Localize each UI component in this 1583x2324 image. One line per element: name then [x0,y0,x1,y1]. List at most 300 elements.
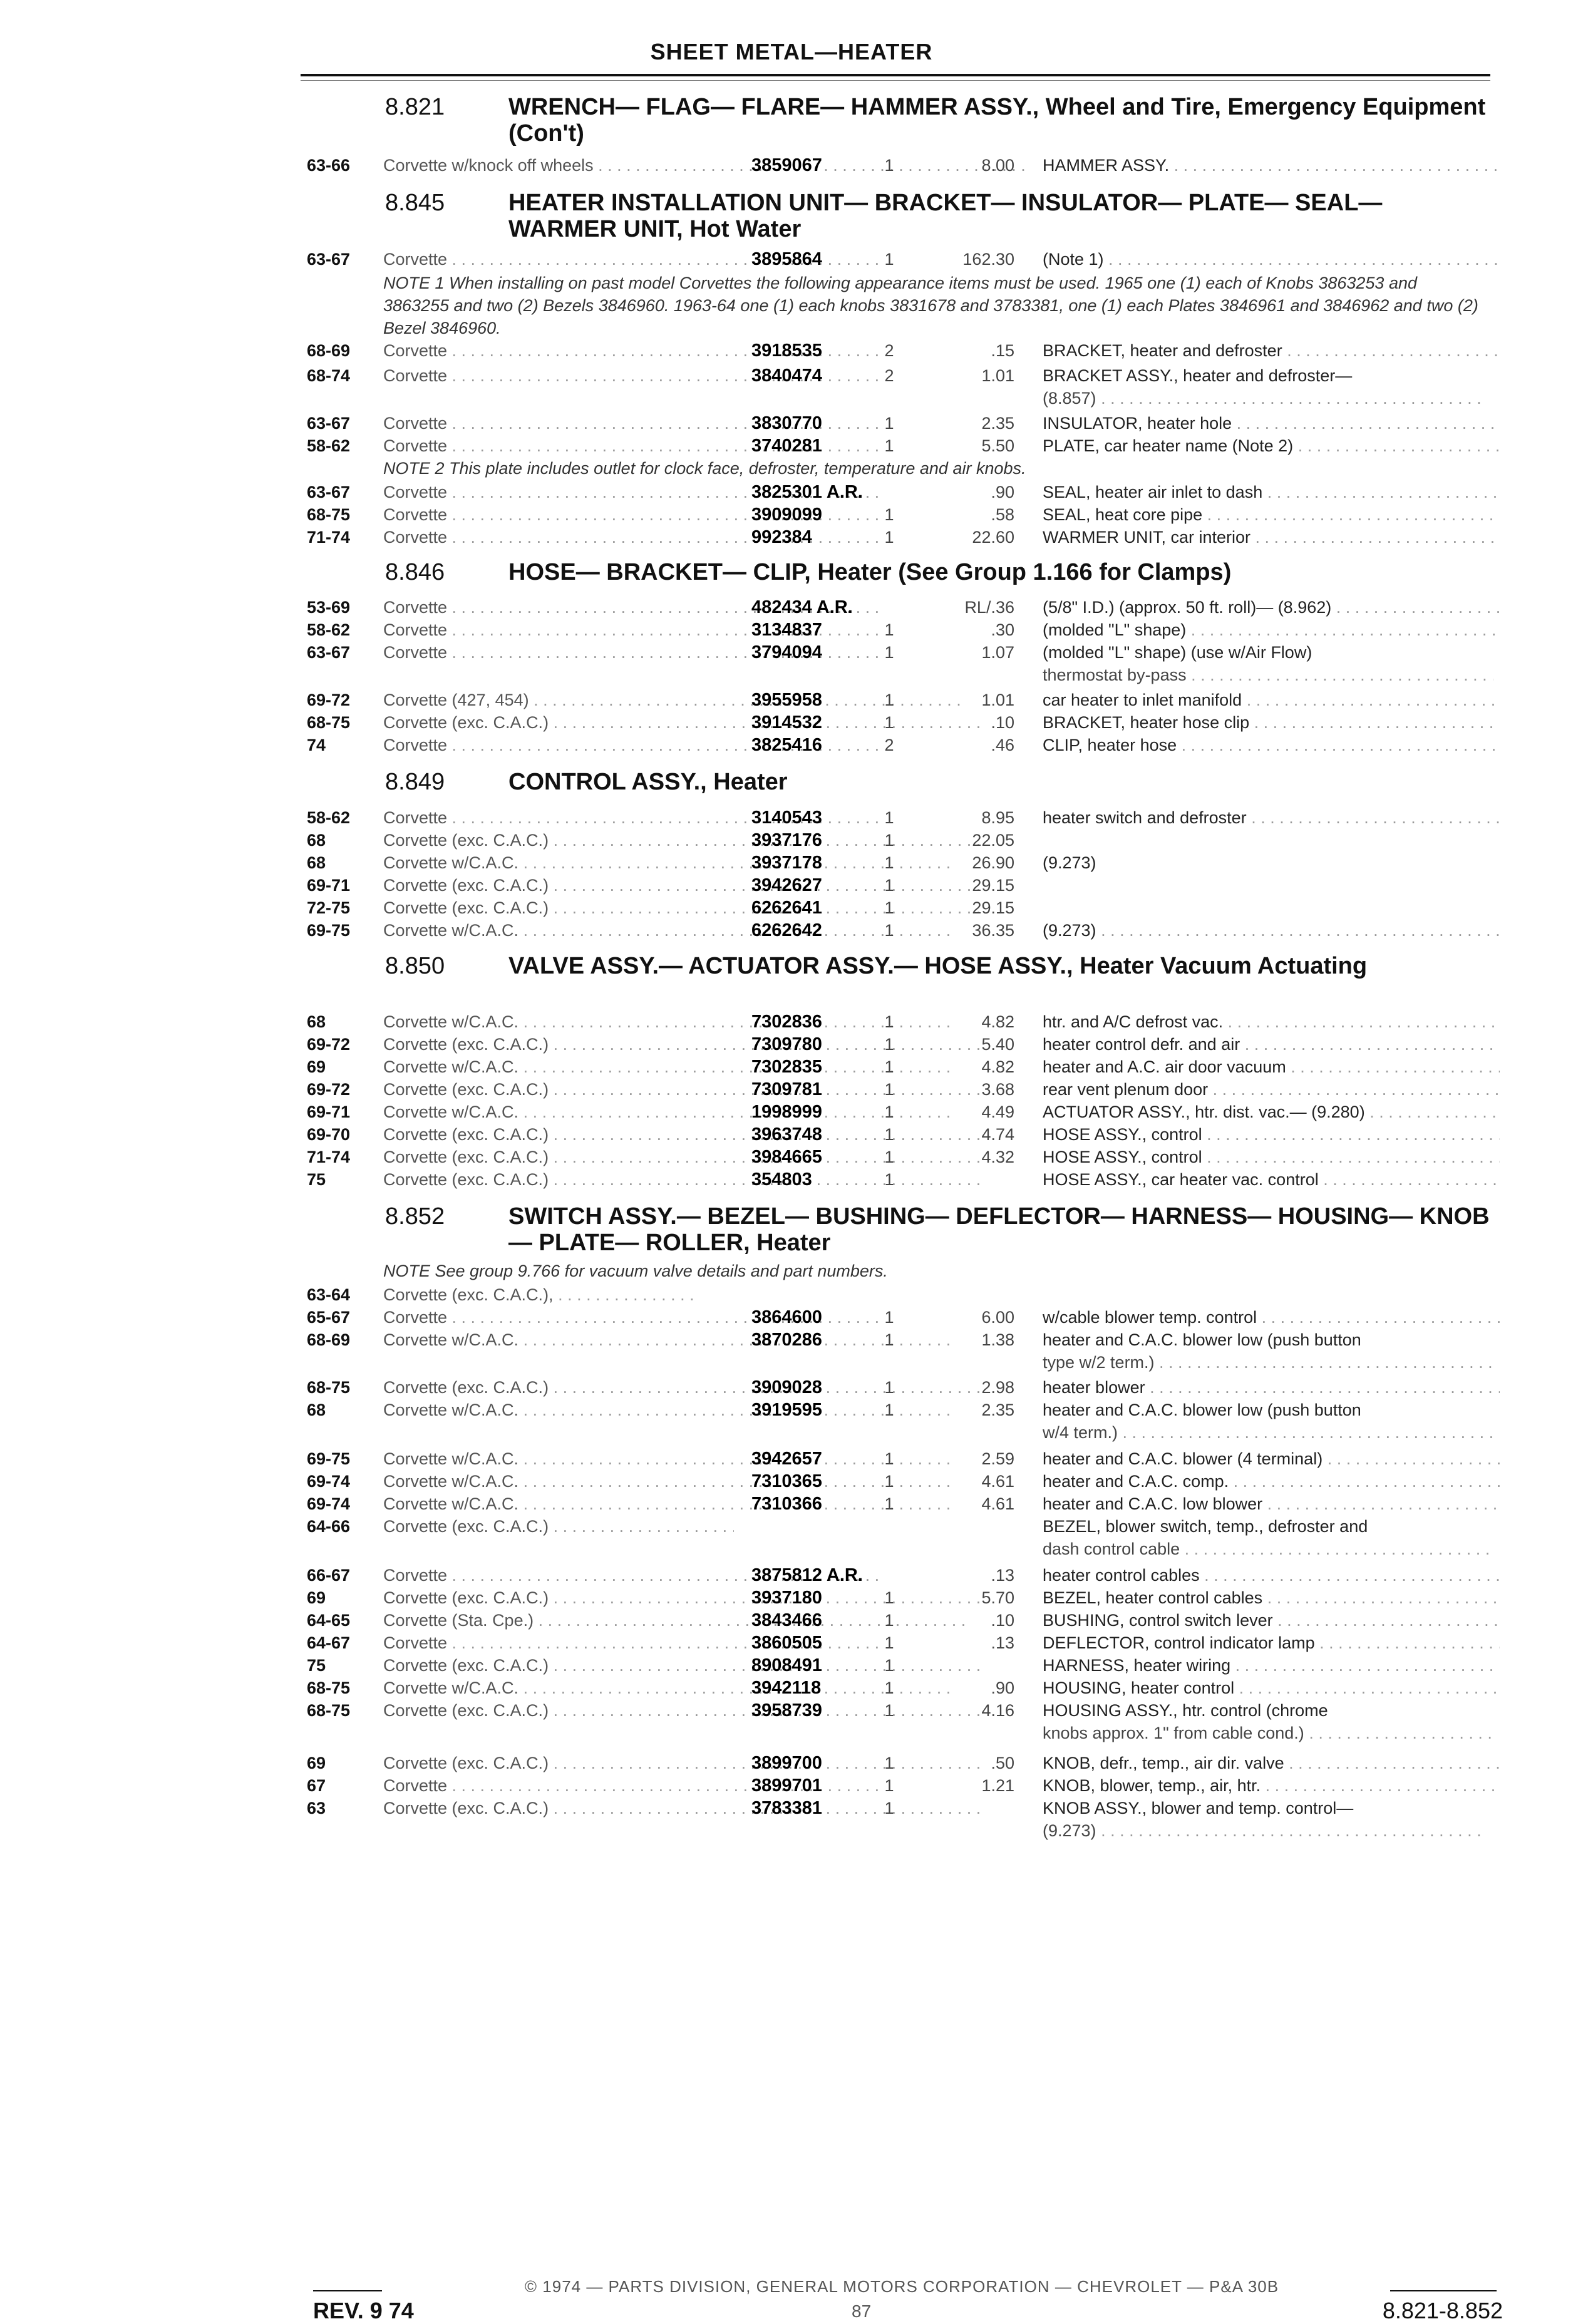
application: Corvette (exc. C.A.C.) . . . [383,895,1041,920]
part-number: 6262642 [751,920,822,940]
revision-label: REV. 9 74 [313,2298,414,2323]
quantity: 1 [884,853,894,872]
parts-row [301,1491,1503,1516]
description: heater and C.A.C. blower (4 terminal) . . . [1043,1446,1500,1471]
application: Corvette (427, 454) . . . [383,687,1041,712]
price: .90 [991,483,1014,501]
part-number: 3958739 [751,1700,822,1720]
description: heater control defr. and air . . . [1043,1032,1500,1057]
description: KNOB, defr., temp., air dir. valve . . . [1043,1751,1500,1776]
application: Corvette w/C.A.C. . . . [383,850,1041,875]
application: Corvette . . . [383,502,1041,527]
application: Corvette . . . [383,338,1041,363]
parts-row [301,617,1503,642]
quantity: 2 [884,366,894,385]
application: Corvette (exc. C.A.C.) . . . [383,1796,1041,1821]
parts-row [301,363,1503,388]
application: Corvette . . . [383,1563,1041,1588]
description: (9.273) [1043,853,1096,872]
group-range: 8.821-8.852 [1382,2298,1503,2323]
quantity: 1 [884,1701,894,1720]
application: Corvette w/C.A.C. . . . [383,1054,1041,1079]
application: Corvette . . . [383,1630,1041,1655]
price: 4.32 [981,1148,1014,1166]
footer-copyright: © 1974 — PARTS DIVISION, GENERAL MOTORS CORPORATION — CHEVROLET — P&A 30B [524,2277,1279,2296]
part-number: 3899701 [751,1776,822,1796]
part-number: 7302836 [751,1012,822,1032]
quantity: 1 [884,1679,894,1697]
model-years: 69-74 [307,1494,351,1513]
description: car heater to inlet manifold . . . [1043,687,1500,712]
price: 2.35 [981,414,1014,433]
part-number: 3937178 [751,853,822,873]
model-years: 71-74 [307,1148,351,1166]
parts-row [301,338,1503,363]
parts-row [301,1675,1503,1700]
price: 5.70 [981,1588,1014,1607]
quantity: 1 [884,1103,894,1121]
application: Corvette . . . [383,433,1041,458]
model-years: 69 [307,1588,326,1607]
application: Corvette . . . [383,595,1041,620]
application: Corvette (exc. C.A.C.) . . . [383,1698,1041,1723]
part-number: 3825416 [751,735,822,755]
part-number: 6262641 [751,898,822,918]
parts-row [301,480,1503,505]
quantity: 1 [884,921,894,940]
price: .50 [991,1754,1014,1772]
application: Corvette . . . [383,1773,1041,1798]
quantity: 2 [884,736,894,754]
parts-row [301,687,1503,712]
quantity: 1 [884,1633,894,1652]
price: .90 [991,1679,1014,1697]
description: BRACKET, heater and defroster . . . [1043,338,1500,363]
application: Corvette . . . [383,525,1041,550]
quantity: 1 [884,1754,894,1772]
model-years: 69 [307,1754,326,1772]
model-years: 74 [307,736,326,754]
quantity: 1 [884,1776,894,1795]
parts-row [301,411,1503,436]
part-number: 3840474 [751,366,822,386]
model-years: 68-75 [307,1701,351,1720]
price: 8.00 [981,156,1014,175]
model-years: 71-74 [307,528,351,547]
description: (Note 1) . . . [1043,247,1500,272]
section-number: 8.846 [385,559,445,585]
part-number: 3875812 A.R. [751,1565,863,1585]
model-years: 69-75 [307,1449,351,1468]
quantity: 1 [884,876,894,895]
application: Corvette w/C.A.C. . . . [383,1397,1041,1422]
application: Corvette (exc. C.A.C.) . . . [383,1144,1041,1170]
application: Corvette . . . [383,733,1041,758]
price: 6.00 [981,1308,1014,1327]
section-title: HEATER INSTALLATION UNIT— BRACKET— INSULATOR— PLATE— SEAL— WARMER UNIT, Hot Water [508,190,1383,242]
quantity: 1 [884,528,894,547]
application: Corvette (exc. C.A.C.) . . . [383,1122,1041,1147]
application: Corvette (exc. C.A.C.) . . . [383,1167,1041,1192]
model-years: 68-69 [307,1330,351,1349]
application: Corvette (exc. C.A.C.) . . . [383,828,1041,853]
parts-row [301,1773,1503,1798]
parts-row [301,525,1503,550]
price: 1.38 [981,1330,1014,1349]
parts-row [301,1563,1503,1588]
application: Corvette w/C.A.C. . . . [383,1009,1041,1034]
section-title: CONTROL ASSY., Heater [508,769,788,795]
quantity: 2 [884,341,894,360]
parts-row [301,805,1503,830]
quantity: 1 [884,1125,894,1144]
section-number: 8.852 [385,1203,445,1230]
quantity: 1 [884,156,894,175]
application: Corvette w/C.A.C. . . . [383,1327,1041,1352]
model-years: 65-67 [307,1308,351,1327]
description-continuation: w/4 term.) . . . [1043,1420,1493,1445]
model-years: 63-67 [307,250,351,269]
part-number: 1998999 [751,1102,822,1122]
quantity: 1 [884,1308,894,1327]
quantity: 1 [884,1449,894,1468]
description: (9.273) . . . [1043,918,1500,943]
price: 1.01 [981,366,1014,385]
parts-row [301,918,1503,943]
description: BEZEL, blower switch, temp., defroster and [1043,1517,1368,1536]
description: HOUSING ASSY., htr. control (chrome [1043,1701,1328,1720]
parts-row [301,828,1503,853]
model-years: 69-70 [307,1125,351,1144]
description: heater switch and defroster . . . [1043,805,1500,830]
part-number: 3963748 [751,1124,822,1144]
parts-row [301,1077,1503,1102]
application: Corvette w/knock off wheels . . . [383,153,1041,178]
quantity: 1 [884,436,894,455]
quantity: 1 [884,643,894,662]
parts-row [301,1796,1503,1821]
part-number: 8908491 [751,1655,822,1675]
application: Corvette (exc. C.A.C.) . . . [383,1653,1041,1678]
part-number: 7310366 [751,1494,822,1514]
price: 1.01 [981,691,1014,709]
application: Corvette (exc. C.A.C.) . . . [383,710,1041,735]
parts-row [301,1054,1503,1079]
model-years: 68 [307,1012,326,1031]
model-years: 58-62 [307,436,351,455]
part-number: 3140543 [751,808,822,828]
price: 162.30 [962,250,1014,269]
section-number: 8.850 [385,953,445,979]
application: Corvette w/C.A.C. . . . [383,1491,1041,1516]
part-number: 3859067 [751,155,822,175]
application: Corvette (exc. C.A.C.) . . . [383,1077,1041,1102]
application: Corvette . . . [383,480,1041,505]
section-number: 8.821 [385,94,445,120]
quantity: 1 [884,620,894,639]
parts-row [301,1608,1503,1633]
description: heater control cables . . . [1043,1563,1500,1588]
description: rear vent plenum door . . . [1043,1077,1500,1102]
parts-row [301,1585,1503,1610]
parts-row [301,1327,1503,1352]
description: heater and C.A.C. comp. . . . [1043,1469,1500,1494]
description: BEZEL, heater control cables . . . [1043,1585,1500,1610]
parts-row [301,873,1503,898]
application: Corvette . . . [383,411,1041,436]
price: 4.61 [981,1472,1014,1491]
price: 2.98 [981,1378,1014,1397]
part-number: 3955958 [751,690,822,710]
parts-row [301,1167,1503,1192]
part-number: 3870286 [751,1330,822,1350]
part-number: 3909028 [751,1377,822,1397]
model-years: 68-69 [307,341,351,360]
price: 1.07 [981,643,1014,662]
parts-row [301,733,1503,758]
part-number: 3918535 [751,341,822,361]
part-number: 3914532 [751,712,822,733]
description: HOSE ASSY., control . . . [1043,1122,1500,1147]
quantity: 1 [884,1330,894,1349]
description: (molded "L" shape) (use w/Air Flow) [1043,643,1312,662]
application: Corvette . . . [383,805,1041,830]
application: Corvette (exc. C.A.C.) . . . [383,1585,1041,1610]
quantity: 1 [884,1656,894,1675]
quantity: 1 [884,1080,894,1099]
part-number: 3937176 [751,830,822,850]
price: .58 [991,505,1014,524]
part-number: 482434 A.R. [751,597,853,617]
parts-row [301,1469,1503,1494]
application: Corvette (exc. C.A.C.) . . . [383,1751,1041,1776]
part-number: 7302835 [751,1057,822,1077]
parts-row [301,502,1503,527]
model-years: 66-67 [307,1566,351,1585]
price: 5.50 [981,436,1014,455]
parts-row [301,1397,1503,1422]
model-years: 68 [307,853,326,872]
price: 4.49 [981,1103,1014,1121]
description-continuation: (8.857) . . . [1043,386,1493,411]
parts-row [301,153,1503,178]
parts-row [301,850,1503,875]
application: Corvette (exc. C.A.C.), . . . [383,1282,696,1307]
section-title: HOSE— BRACKET— CLIP, Heater (See Group 1.166 for Clamps) [508,559,1232,585]
price: .13 [991,1633,1014,1652]
application: Corvette (exc. C.A.C.) . . . [383,1514,734,1539]
quantity: 1 [884,1588,894,1607]
model-years: 68-74 [307,366,351,385]
model-years: 69-72 [307,1080,351,1099]
model-years: 69-71 [307,876,351,895]
description: heater and A.C. air door vacuum . . . [1043,1054,1500,1079]
description: KNOB, blower, temp., air, htr. . . . [1043,1773,1500,1798]
description: INSULATOR, heater hole . . . [1043,411,1500,436]
note-2: NOTE 2 This plate includes outlet for clock face, defroster, temperature and air knobs. [383,459,1026,478]
quantity: 1 [884,1494,894,1513]
description: BRACKET, heater hose clip . . . [1043,710,1500,735]
description: w/cable blower temp. control . . . [1043,1305,1500,1330]
part-number: 3134837 [751,620,822,640]
model-years: 68 [307,831,326,850]
description: HARNESS, heater wiring . . . [1043,1653,1500,1678]
quantity: 1 [884,1170,894,1189]
description: WARMER UNIT, car interior . . . [1043,525,1500,550]
model-years: 63 [307,1799,326,1818]
description: (5/8" I.D.) (approx. 50 ft. roll)— (8.962) . . . [1043,595,1500,620]
quantity: 1 [884,1378,894,1397]
part-number: 3984665 [751,1147,822,1167]
application: Corvette (Sta. Cpe.) . . . [383,1608,1041,1633]
application: Corvette (exc. C.A.C.) . . . [383,1375,1041,1400]
parts-row [301,1751,1503,1776]
parts-row [301,595,1503,620]
part-number: 3794094 [751,642,822,662]
model-years: 63-64 [307,1285,351,1304]
part-number: 3843466 [751,1610,822,1630]
application: Corvette . . . [383,247,1041,272]
model-years: 68-75 [307,1378,351,1397]
price: 4.74 [981,1125,1014,1144]
model-years: 63-67 [307,643,351,662]
description-continuation: knobs approx. 1" from cable cond.) . . . [1043,1720,1493,1746]
model-years: 68-75 [307,1679,351,1697]
price: 3.68 [981,1080,1014,1099]
application: Corvette (exc. C.A.C.) . . . [383,1032,1041,1057]
quantity: 1 [884,1057,894,1076]
quantity: 1 [884,250,894,269]
description: CLIP, heater hose . . . [1043,733,1500,758]
description: SEAL, heat core pipe . . . [1043,502,1500,527]
model-years: 64-67 [307,1633,351,1652]
model-years: 63-67 [307,483,351,501]
description: HOSE ASSY., control . . . [1043,1144,1500,1170]
part-number: 3942118 [751,1678,822,1698]
description-continuation: type w/2 term.) . . . [1043,1350,1493,1375]
footer-rule-right [1390,2290,1497,2291]
page-title: SHEET METAL—HEATER [650,39,933,64]
model-years: 68-75 [307,713,351,732]
price: .15 [991,341,1014,360]
description: ACTUATOR ASSY., htr. dist. vac.— (9.280) . . . [1043,1099,1500,1124]
price: 22.05 [972,831,1014,850]
part-number: 7309781 [751,1079,822,1099]
model-years: 58-62 [307,620,351,639]
header-rule-thin [301,80,1490,81]
description: heater and C.A.C. blower low (push button [1043,1401,1361,1419]
note-3: NOTE See group 9.766 for vacuum valve details and part numbers. [383,1262,888,1280]
price: 4.82 [981,1057,1014,1076]
parts-row [301,1446,1503,1471]
quantity: 1 [884,1148,894,1166]
parts-row [301,1144,1503,1170]
description: DEFLECTOR, control indicator lamp . . . [1043,1630,1500,1655]
parts-row [301,1305,1503,1330]
model-years: 58-62 [307,808,351,827]
part-number: 3942657 [751,1449,822,1469]
parts-row [301,1698,1503,1723]
application: Corvette w/C.A.C. . . . [383,1099,1041,1124]
price: .10 [991,1611,1014,1630]
part-number: 7309780 [751,1034,822,1054]
section-number: 8.849 [385,769,445,795]
part-number: 3899700 [751,1753,822,1773]
part-number: 3860505 [751,1633,822,1653]
description-continuation: dash control cable . . . [1043,1536,1493,1561]
price: 4.61 [981,1494,1014,1513]
description: HAMMER ASSY. . . . [1043,153,1500,178]
description-continuation: (9.273) . . . [1043,1818,1493,1843]
quantity: 1 [884,713,894,732]
section-title: WRENCH— FLAG— FLARE— HAMMER ASSY., Wheel and Tire, Emergency Equipment (Con't) [508,94,1486,147]
description: HOSE ASSY., car heater vac. control . . . [1043,1167,1500,1192]
part-number: 3783381 [751,1798,822,1818]
section-number: 8.845 [385,190,445,216]
description: BRACKET ASSY., heater and defroster— [1043,366,1353,385]
model-years: 69-75 [307,921,351,940]
price: RL/.36 [964,598,1014,617]
model-years: 69-72 [307,691,351,709]
note-1: NOTE 1 When installing on past model Corvettes the following appearance items must be used. 1965 one (1) each of Knobs 3863253 and 3863255 and two (2) Bezels 3846960. 1963-64 one (1) each knobs 3831678 and 3783381, one (1) each Plates 3846961 and 3846962 and two (2) Bezel 3846960. [383,274,1478,337]
description: heater and C.A.C. blower low (push button [1043,1330,1361,1349]
parts-row [301,1099,1503,1124]
model-years: 75 [307,1656,326,1675]
quantity: 1 [884,691,894,709]
part-number: 3740281 [751,436,822,456]
price: 22.60 [972,528,1014,547]
model-years: 72-75 [307,898,351,917]
price: 4.16 [981,1701,1014,1720]
quantity: 1 [884,1472,894,1491]
price: 8.95 [981,808,1014,827]
application: Corvette . . . [383,363,1041,388]
quantity: 1 [884,831,894,850]
price: 2.59 [981,1449,1014,1468]
model-years: 69-74 [307,1472,351,1491]
quantity: 1 [884,505,894,524]
price: 26.90 [972,853,1014,872]
quantity: 1 [884,1611,894,1630]
quantity: 1 [884,414,894,433]
parts-row [301,1630,1503,1655]
parts-row [301,247,1503,272]
part-number: 7310365 [751,1471,822,1491]
page-number: 87 [852,2301,872,2321]
description: htr. and A/C defrost vac. . . . [1043,1009,1500,1034]
model-years: 69-71 [307,1103,351,1121]
application: Corvette . . . [383,1305,1041,1330]
part-number: 3830770 [751,413,822,433]
header-rule [301,74,1490,76]
description: BUSHING, control switch lever . . . [1043,1608,1500,1633]
application: Corvette . . . [383,617,1041,642]
parts-row [301,433,1503,458]
parts-row [301,1122,1503,1147]
description: (molded "L" shape) . . . [1043,617,1500,642]
description: KNOB ASSY., blower and temp. control— [1043,1799,1354,1818]
parts-row [301,1375,1503,1400]
parts-row [301,710,1503,735]
part-number: 3919595 [751,1400,822,1420]
price: 36.35 [972,921,1014,940]
footer-rule-left [313,2290,382,2291]
model-years: 75 [307,1170,326,1189]
part-number: 354803 [751,1170,812,1190]
part-number: 3942627 [751,875,822,895]
model-years: 63-66 [307,156,351,175]
price: 1.21 [981,1776,1014,1795]
